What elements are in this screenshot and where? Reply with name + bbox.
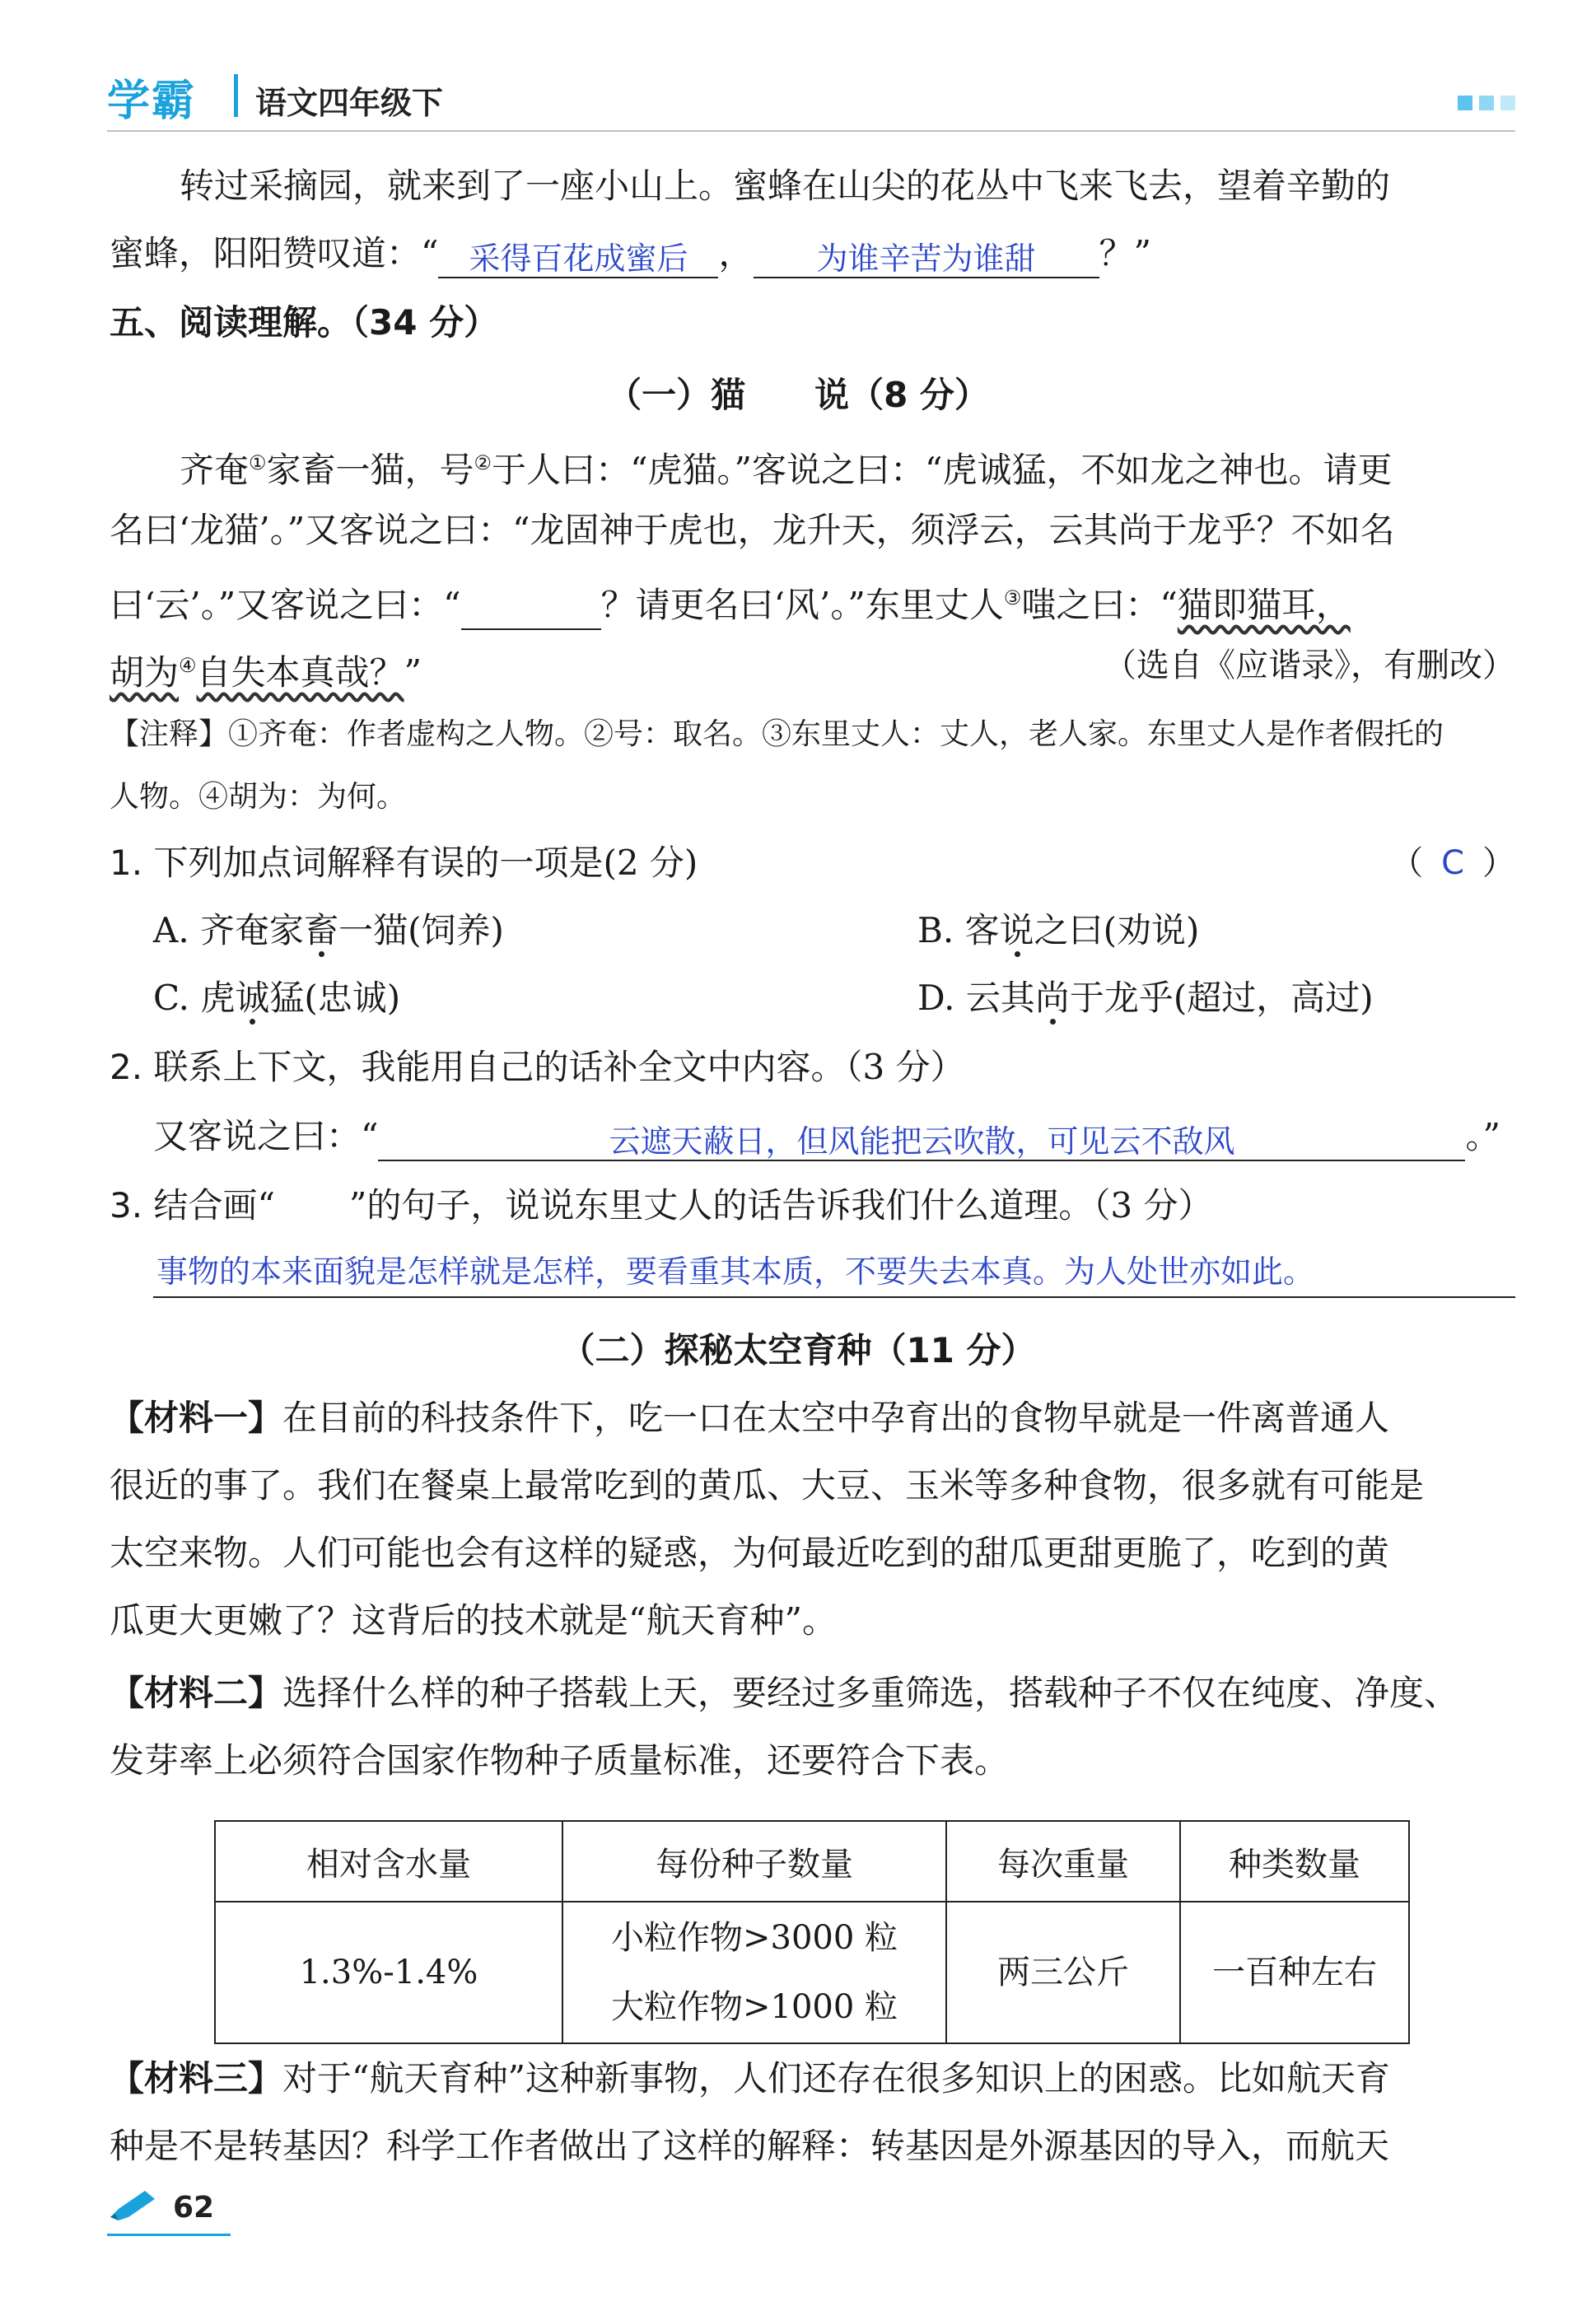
answer-prefix: 又客说之曰：“ — [153, 1116, 379, 1156]
material-3-line-2: 种是不是转基因？科学工作者做出了这样的解释：转基因是外源基因的导入，而航天 — [110, 2126, 1390, 2166]
intro-line-1: 转过采摘园，就来到了一座小山上。蜜蜂在山尖的花丛中飞来飞去，望着辛勤的 — [180, 166, 1391, 206]
section-5-title: 五、阅读理解。（34 分） — [110, 302, 499, 343]
question-2 — [110, 1043, 965, 1092]
text-segment: 嗤之曰：“ — [1021, 585, 1178, 625]
answer-blank-2[interactable] — [754, 234, 1099, 278]
intro-suffix: ？” — [1099, 233, 1151, 273]
option-a — [153, 906, 504, 955]
passage-1-line-1 — [180, 438, 1392, 495]
q3-handwritten-answer: 事物的本来面貌是怎样就是怎样，要看重其本质，不要失去本真。为人处世亦如此。 — [156, 1254, 1315, 1290]
seed-requirements-table — [214, 1820, 1410, 2044]
question-number: 2. — [110, 1047, 143, 1087]
table-header: 种类数量 — [1180, 1821, 1409, 1902]
passage-blank — [461, 586, 601, 630]
wavy-underlined-text: 猫即猫耳， — [1177, 585, 1351, 625]
table-header: 每份种子数量 — [562, 1821, 946, 1902]
q3-answer-blank[interactable] — [153, 1249, 1515, 1298]
question-text: ”的句子，说说东里丈人的话告诉我们什么道理。（3 分） — [348, 1185, 1213, 1226]
q2-answer-blank[interactable] — [378, 1117, 1465, 1161]
wavy-sample — [275, 1181, 349, 1230]
footer-rule — [107, 2234, 231, 2236]
table-cell — [562, 1902, 946, 2043]
answer-suffix: 。” — [1465, 1116, 1500, 1156]
passage-1-line-3 — [110, 573, 1351, 630]
wavy-underlined-text: 自失本真哉？ — [196, 652, 404, 693]
footnote-marker: ① — [249, 451, 267, 474]
notes-line-1: 【注释】①齐奄：作者虚构之人物。②号：取名。③东里丈人：丈人，老人家。东里丈人是作者假托的 — [110, 717, 1444, 751]
cell-line: 小粒作物>3000 粒 — [610, 1919, 898, 1957]
page-header — [107, 58, 1515, 132]
table-header: 相对含水量 — [215, 1821, 562, 1902]
option-text: 猛(忠诚) — [269, 978, 401, 1018]
wavy-underlined-text: 胡为 — [110, 652, 180, 693]
option-d — [917, 973, 1374, 1023]
material-1-line-2: 很近的事了。我们在餐桌上最常吃到的黄瓜、大豆、玉米等多种食物，很多就有可能是 — [110, 1465, 1425, 1506]
option-b — [917, 906, 1199, 955]
brand-logo: 学霸 — [107, 77, 197, 126]
table-header-row — [215, 1821, 1409, 1902]
question-text: 联系上下文，我能用自己的话补全文中内容。（3 分） — [153, 1047, 965, 1087]
passage-2-title: （二）探秘太空育种（11 分） — [560, 1330, 1036, 1370]
table-cell: 1.3%-1.4% — [215, 1902, 562, 2043]
option-text: 一猫(饲养) — [338, 910, 504, 950]
material-label: 【材料一】 — [110, 1398, 283, 1438]
text-segment: 曰‘云’。”又客说之曰：“ — [110, 585, 461, 625]
text-segment: ” — [404, 652, 422, 693]
material-text: 对于“航天育种”这种新事物，人们还存在很多知识上的困惑。比如航天育 — [282, 2058, 1390, 2099]
text-segment: 于人曰：“虎猫。”客说之曰：“虎诚猛，不如龙之神也。请更 — [492, 450, 1393, 490]
material-3-line-1 — [110, 2054, 1390, 2103]
q1-selected-answer: C — [1441, 844, 1464, 882]
notes-line-2: 人物。④胡为：为何。 — [110, 780, 407, 814]
q2-handwritten-answer: 云遮天蔽日，但风能把云吹散，可见云不敌风 — [609, 1123, 1235, 1160]
question-1 — [110, 838, 698, 888]
page-number: 62 — [173, 2191, 215, 2225]
table-row — [215, 1902, 1409, 2043]
q2-answer-line — [153, 1112, 1500, 1161]
table-header: 每次重量 — [946, 1821, 1180, 1902]
material-1-line-3: 太空来物。人们可能也会有这样的疑惑，为何最近吃到的甜瓜更甜更脆了，吃到的黄 — [110, 1533, 1390, 1573]
dotted-word: 畜 — [304, 910, 339, 950]
footnote-marker: ④ — [179, 654, 197, 677]
material-1-line-1 — [110, 1394, 1389, 1443]
question-3 — [110, 1181, 1212, 1230]
cell-line: 大粒作物>1000 粒 — [610, 1988, 898, 2026]
material-label: 【材料三】 — [110, 2058, 283, 2099]
table-cell: 一百种左右 — [1180, 1902, 1409, 2043]
table-cell: 两三公斤 — [946, 1902, 1180, 2043]
option-text: D. 云其 — [917, 978, 1035, 1018]
question-number: 1. — [110, 843, 143, 883]
dotted-word: 说 — [999, 910, 1034, 950]
answer-blank-1[interactable] — [438, 234, 718, 278]
text-segment: 家畜一猫，号 — [266, 450, 474, 490]
material-label: 【材料二】 — [110, 1673, 283, 1713]
header-rule — [107, 130, 1515, 132]
intro-prefix: 蜜蜂，阳阳赞叹道：“ — [110, 233, 439, 273]
paren: ） — [1482, 844, 1515, 882]
text-segment: ？请更名曰‘风’。”东里丈人 — [600, 585, 1004, 625]
dotted-word: 尚 — [1034, 978, 1070, 1018]
question-number: 3. — [110, 1185, 143, 1226]
text-segment: 齐奄 — [180, 450, 250, 490]
material-1-line-4: 瓜更大更嫩了？这背后的技术就是“航天育种”。 — [110, 1600, 837, 1641]
question-text: 下列加点词解释有误的一项是(2 分) — [153, 843, 698, 883]
intro-comma: ， — [718, 233, 754, 273]
dotted-word: 诚 — [235, 978, 270, 1018]
passage-1-title: （一）猫 说（8 分） — [607, 375, 989, 415]
question-text: 结合画“ — [153, 1185, 275, 1226]
footnote-marker: ③ — [1003, 586, 1022, 609]
pencil-icon — [107, 2189, 160, 2222]
footnote-marker: ② — [474, 451, 492, 474]
intro-line-2 — [110, 229, 1151, 278]
material-2-line-2: 发芽率上必须符合国家作物种子质量标准，还要符合下表。 — [110, 1740, 1010, 1781]
material-text: 选择什么样的种子搭载上天，要经过多重筛选，搭载种子不仅在纯度、净度、 — [282, 1673, 1459, 1713]
option-c — [153, 973, 400, 1023]
passage-1-source: （选自《应谐录》，有删改） — [1104, 647, 1515, 684]
option-text: 于龙乎(超过，高过) — [1069, 978, 1374, 1018]
header-decoration — [1451, 96, 1515, 114]
option-text: B. 客 — [917, 910, 1000, 950]
material-text: 在目前的科技条件下，吃一口在太空中孕育出的食物早就是一件离普通人 — [282, 1398, 1390, 1438]
q1-answer-box[interactable] — [1390, 838, 1515, 888]
option-text: C. 虎 — [153, 978, 236, 1018]
paren: （ — [1390, 844, 1424, 882]
book-title: 语文四年级下 — [255, 85, 444, 121]
passage-1-line-4 — [110, 641, 422, 698]
passage-1-line-2: 名曰‘龙猫’。”又客说之曰：“龙固神于虎也，龙升天，须浮云，云其尚于龙乎？不如名 — [110, 510, 1395, 550]
handwritten-answer-2: 为谁辛苦为谁甜 — [816, 240, 1036, 277]
material-2-line-1 — [110, 1669, 1458, 1718]
handwritten-answer-1: 采得百花成蜜后 — [469, 240, 688, 277]
option-text: 之曰(劝说) — [1034, 910, 1200, 950]
header-divider — [234, 74, 238, 117]
option-text: A. 齐奄家 — [153, 910, 305, 950]
